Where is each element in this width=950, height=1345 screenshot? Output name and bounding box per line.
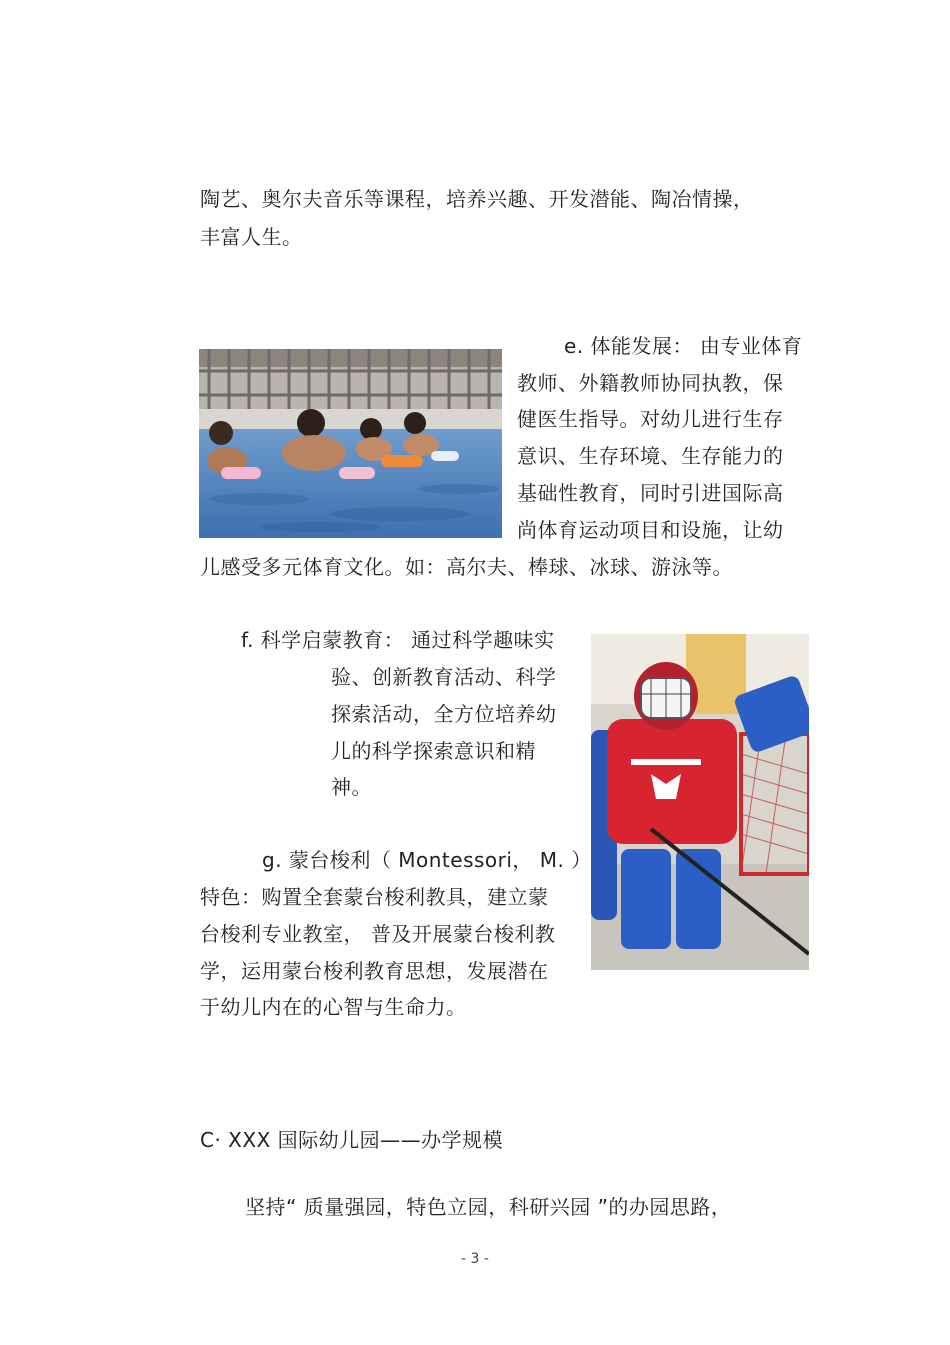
paragraph-line: 坚持“ 质量强园，特色立园，科研兴园 ”的办园思路， (245, 1195, 732, 1219)
hockey-photo (591, 634, 809, 970)
paragraph-line: 健医生指导。对幼儿进行生存 (517, 407, 784, 431)
paragraph-line: 于幼儿内在的心智与生命力。 (200, 995, 467, 1019)
paragraph-line: 神。 (331, 775, 372, 799)
paragraph-line: 陶艺、奥尔夫音乐等课程，培养兴趣、开发潜能、陶冶情操， (200, 187, 754, 211)
paragraph-line: 基础性教育，同时引进国际高 (517, 481, 784, 505)
paragraph-line: 丰富人生。 (200, 225, 303, 249)
section-g-title: g. 蒙台梭利（ Montessori， M. ） (262, 848, 592, 872)
paragraph-line: 探索活动，全方位培养幼 (331, 702, 557, 726)
paragraph-line: 台梭利专业教室， 普及开展蒙台梭利教 (200, 922, 556, 946)
swimming-photo (199, 349, 502, 538)
paragraph-line: 验、创新教育活动、科学 (331, 665, 557, 689)
paragraph-line: 学，运用蒙台梭利教育思想，发展潜在 (200, 959, 549, 983)
paragraph-line: 教师、外籍教师协同执教，保 (517, 371, 784, 395)
paragraph-line: 儿的科学探索意识和精 (331, 739, 536, 763)
section-c-heading: C· XXX 国际幼儿园——办学规模 (200, 1128, 504, 1152)
paragraph-line: 儿感受多元体育文化。如：高尔夫、棒球、冰球、游泳等。 (200, 555, 733, 579)
paragraph-line: 尚体育运动项目和设施，让幼 (517, 518, 784, 542)
paragraph-line: 意识、生存环境、生存能力的 (517, 444, 784, 468)
section-e-title: e. 体能发展： 由专业体育 (564, 334, 803, 358)
paragraph-line: 特色：购置全套蒙台梭利教具，建立蒙 (200, 885, 549, 909)
page-number: - 3 - (461, 1251, 489, 1267)
section-f-title: f. 科学启蒙教育： 通过科学趣味实 (241, 628, 555, 652)
